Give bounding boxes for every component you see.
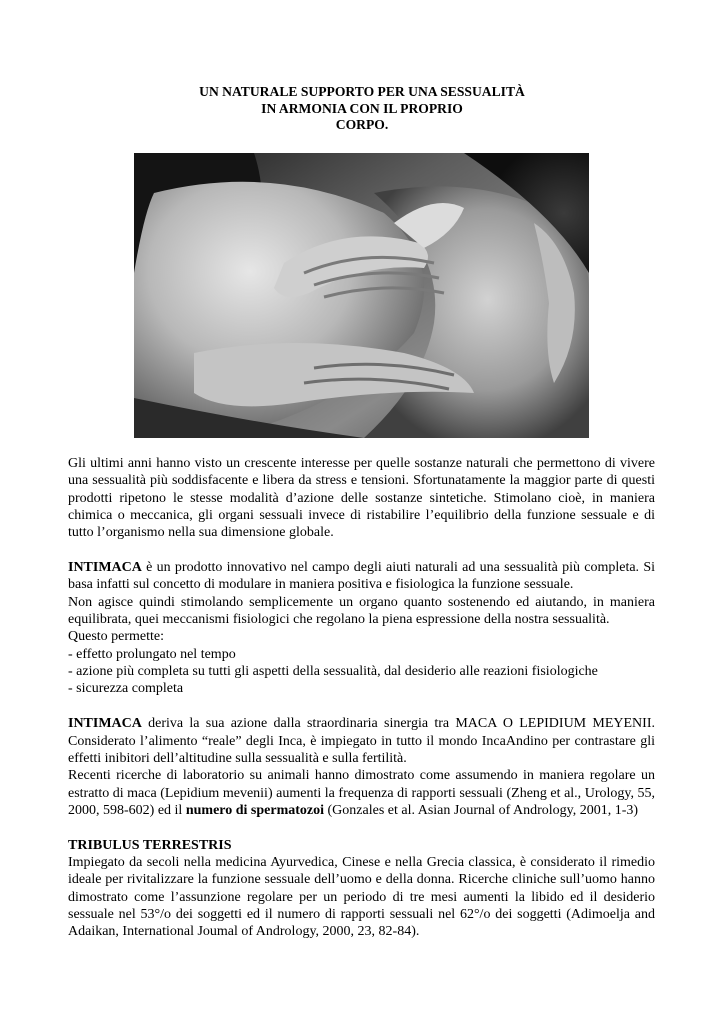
paragraph-spacer (68, 542, 655, 559)
embracing-couple-image (134, 153, 589, 438)
brand-name: INTIMACA (68, 560, 142, 576)
maca-paragraph (68, 715, 655, 767)
intimaca-description: è un prodotto innovativo nel campo degli aiuti naturali ad una sessualità più completa. Si basa infatti sul concetto di modulare in maniera positiva e fisiologica la funzione sessuale. (68, 560, 655, 593)
benefit-item: - effetto prolungato nel tempo (68, 646, 236, 662)
section-heading (68, 837, 655, 854)
research-paragraph (68, 767, 655, 819)
mechanism-paragraph: Non agisce quindi stimolando semplicemente un organo quanto sostenendo ed aiutando, in maniera equilibrata, quei meccanismi fisiologici che regolano la piena espressione della nostra sessualità. (68, 594, 655, 628)
body-text (68, 455, 655, 941)
title-line-3: CORPO. (335, 117, 389, 132)
title-line-2: IN ARMONIA CON IL PROPRIO (261, 100, 463, 116)
benefit-item: - azione più completa su tutti gli aspetti della sessualità, dal desiderio alle reazioni fisiologiche (68, 664, 598, 680)
paragraph-spacer (68, 698, 655, 715)
intimaca-paragraph (68, 559, 655, 594)
maca-description: deriva la sua azione dalla straordinaria sinergia tra MACA O LEPIDIUM MEYENII. Considerato l’alimento “reale” degli Inca, è impiegato in tutto il mondo IncaAndino per contrastare gli effetti inibitori dell’altitudine sulla sessualità e sulla fertilità. (68, 716, 655, 766)
research-text-a: Recenti ricerche di laboratorio su animali hanno dimostrato come assumendo in maniera regolare un estratto di maca (Lepidium mevenii) aumenti la frequenza di rapporti sessuali (Zheng et al., Urology, 55, 2000, 598-602) ed il (68, 768, 655, 818)
black-and-white-photo (134, 153, 589, 438)
title-line-1: UN NATURALE SUPPORTO PER UNA SESSUALITÀ (199, 84, 525, 99)
research-text-b: (Gonzales et al. Asian Journal of Andrology, 2001, 1-3) (324, 802, 639, 818)
intro-paragraph: Gli ultimi anni hanno visto un crescente interesse per quelle sostanze naturali che permettono di vivere una sessualità più soddisfacente e libera da stress e tensioni. Sfortunatamente la maggior parte di questi prodotti ripetono le stesse modalità d’azione delle sostanze sintetiche. Stimolano cioè, in maniera chimica o meccanica, gli organi sessuali invece di ristabilire l’equilibrio della funzione sessuale e di tutto l’organismo nella sua dimensione globale. (68, 456, 655, 541)
tribulus-paragraph: Impiegato da secoli nella medicina Ayurvedica, Cinese e nella Grecia classica, è considerato il rimedio ideale per rivitalizzare la funzione sessuale dell’uomo e della donna. Ricerche cliniche sull’uomo hanno dimostrato come l’assunzione regolare per un periodo di tre mesi aumenti la libido ed il desiderio sessuale nel 53°/o dei soggetti ed il numero di rapporti sessuali nel 62°/o dei soggetti (Adimoelja and Adaikan, International Joumal of Andrology, 2000, 23, 82-84). (68, 854, 655, 940)
tribulus-heading: TRIBULUS TERRESTRIS (68, 837, 232, 853)
brand-name: INTIMACA (68, 716, 142, 732)
benefits-lead: Questo permette: (68, 629, 165, 645)
paragraph-spacer (68, 819, 655, 836)
page-title (0, 84, 724, 134)
research-highlight: numero di spermatozoi (185, 802, 325, 818)
benefit-item: - sicurezza completa (68, 681, 184, 697)
